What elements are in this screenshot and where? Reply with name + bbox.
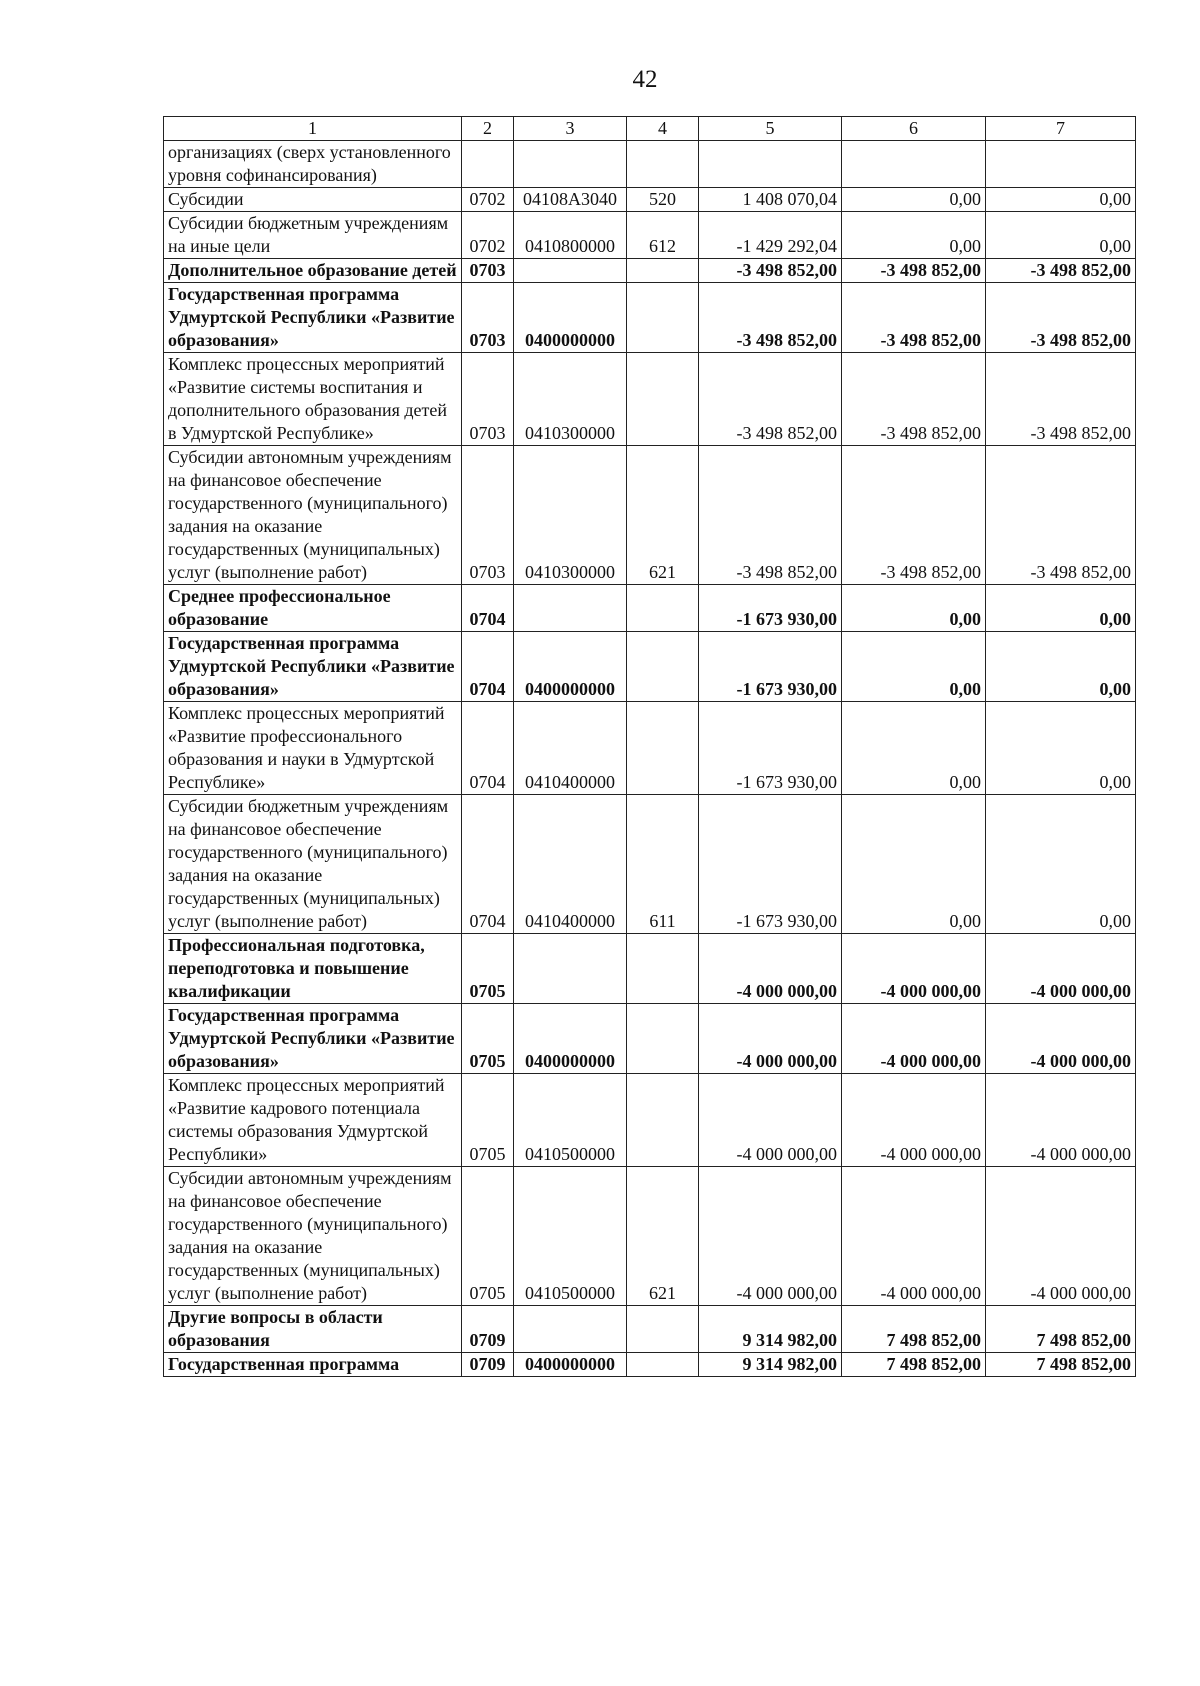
target-article-cell: 0410500000 — [514, 1167, 627, 1306]
page-number: 42 — [632, 66, 658, 93]
section-code-cell: 0705 — [462, 1004, 514, 1074]
amount-cell-col7: 0,00 — [986, 188, 1136, 212]
amount-cell-col5: 9 314 982,00 — [699, 1353, 842, 1377]
target-article-cell — [514, 585, 627, 632]
table-row — [164, 141, 1136, 188]
expense-type-cell — [627, 283, 699, 353]
section-code-cell: 0703 — [462, 259, 514, 283]
section-code-cell: 0702 — [462, 188, 514, 212]
amount-cell-col7: 7 498 852,00 — [986, 1353, 1136, 1377]
table-row — [164, 188, 1136, 212]
amount-cell-col5: -3 498 852,00 — [699, 259, 842, 283]
target-article-cell — [514, 934, 627, 1004]
table-row — [164, 1306, 1136, 1353]
section-code-cell: 0705 — [462, 934, 514, 1004]
section-code-cell: 0703 — [462, 353, 514, 446]
section-code-cell — [462, 141, 514, 188]
target-article-cell — [514, 259, 627, 283]
expense-type-cell — [627, 1353, 699, 1377]
section-code-cell: 0704 — [462, 632, 514, 702]
amount-cell-col7: -4 000 000,00 — [986, 1074, 1136, 1167]
amount-cell-col5: -1 429 292,04 — [699, 212, 842, 259]
table-row — [164, 1004, 1136, 1074]
row-name-cell: Другие вопросы в области образования — [164, 1306, 462, 1353]
expense-type-cell — [627, 141, 699, 188]
table-row — [164, 283, 1136, 353]
expense-type-cell — [627, 259, 699, 283]
amount-cell-col7: 0,00 — [986, 632, 1136, 702]
section-code-cell: 0705 — [462, 1074, 514, 1167]
column-header: 5 — [699, 117, 842, 141]
row-name-cell: Профессиональная подготовка, переподготовка и повышение квалификации — [164, 934, 462, 1004]
budget-table — [163, 116, 1136, 1377]
column-header: 1 — [164, 117, 462, 141]
amount-cell-col7: -3 498 852,00 — [986, 283, 1136, 353]
target-article-cell: 04108A3040 — [514, 188, 627, 212]
expense-type-cell — [627, 632, 699, 702]
amount-cell-col6: -3 498 852,00 — [842, 259, 986, 283]
section-code-cell: 0705 — [462, 1167, 514, 1306]
amount-cell-col5: -4 000 000,00 — [699, 1167, 842, 1306]
amount-cell-col5: -3 498 852,00 — [699, 283, 842, 353]
expense-type-cell: 520 — [627, 188, 699, 212]
row-name-cell: Субсидии автономным учреждениям на финансовое обеспечение государственного (муниципального) задания на оказание государственных (муниципальных) услуг (выполнение работ) — [164, 1167, 462, 1306]
target-article-cell: 0410800000 — [514, 212, 627, 259]
amount-cell-col5: -3 498 852,00 — [699, 353, 842, 446]
target-article-cell: 0400000000 — [514, 1004, 627, 1074]
amount-cell-col6: 7 498 852,00 — [842, 1306, 986, 1353]
expense-type-cell — [627, 1306, 699, 1353]
amount-cell-col7: -4 000 000,00 — [986, 934, 1136, 1004]
target-article-cell — [514, 141, 627, 188]
column-header: 7 — [986, 117, 1136, 141]
column-header: 4 — [627, 117, 699, 141]
table-row — [164, 1167, 1136, 1306]
amount-cell-col7: 0,00 — [986, 585, 1136, 632]
amount-cell-col5: -4 000 000,00 — [699, 1074, 842, 1167]
target-article-cell: 0400000000 — [514, 283, 627, 353]
section-code-cell: 0703 — [462, 283, 514, 353]
target-article-cell: 0410400000 — [514, 795, 627, 934]
amount-cell-col5: -3 498 852,00 — [699, 446, 842, 585]
amount-cell-col7: -3 498 852,00 — [986, 259, 1136, 283]
amount-cell-col6: -4 000 000,00 — [842, 1074, 986, 1167]
amount-cell-col6: 0,00 — [842, 632, 986, 702]
expense-type-cell: 621 — [627, 446, 699, 585]
section-code-cell: 0704 — [462, 702, 514, 795]
row-name-cell: Государственная программа Удмуртской Республики «Развитие образования» — [164, 632, 462, 702]
target-article-cell — [514, 1306, 627, 1353]
table-row — [164, 585, 1136, 632]
table-body — [164, 141, 1136, 1377]
row-name-cell: Дополнительное образование детей — [164, 259, 462, 283]
header-row — [164, 117, 1136, 141]
amount-cell-col6: -3 498 852,00 — [842, 283, 986, 353]
amount-cell-col6: 0,00 — [842, 188, 986, 212]
amount-cell-col6: -4 000 000,00 — [842, 1167, 986, 1306]
target-article-cell: 0400000000 — [514, 632, 627, 702]
target-article-cell: 0410300000 — [514, 353, 627, 446]
row-name-cell: Государственная программа Удмуртской Республики «Развитие образования» — [164, 1004, 462, 1074]
amount-cell-col7: 0,00 — [986, 212, 1136, 259]
amount-cell-col5: 9 314 982,00 — [699, 1306, 842, 1353]
row-name-cell: организациях (сверх установленного уровня софинансирования) — [164, 141, 462, 188]
amount-cell-col7: 0,00 — [986, 795, 1136, 934]
section-code-cell: 0703 — [462, 446, 514, 585]
amount-cell-col5: -1 673 930,00 — [699, 585, 842, 632]
target-article-cell: 0410500000 — [514, 1074, 627, 1167]
amount-cell-col7: 0,00 — [986, 702, 1136, 795]
expense-type-cell — [627, 934, 699, 1004]
table-row — [164, 259, 1136, 283]
column-header: 3 — [514, 117, 627, 141]
amount-cell-col5: -4 000 000,00 — [699, 1004, 842, 1074]
table-row — [164, 1074, 1136, 1167]
section-code-cell: 0709 — [462, 1353, 514, 1377]
amount-cell-col7 — [986, 141, 1136, 188]
expense-type-cell — [627, 1074, 699, 1167]
amount-cell-col7: -4 000 000,00 — [986, 1004, 1136, 1074]
amount-cell-col6: -4 000 000,00 — [842, 1004, 986, 1074]
amount-cell-col5: -1 673 930,00 — [699, 795, 842, 934]
amount-cell-col6: 0,00 — [842, 585, 986, 632]
row-name-cell: Комплекс процессных мероприятий «Развитие системы воспитания и дополнительного образования детей в Удмуртской Республике» — [164, 353, 462, 446]
amount-cell-col7: -3 498 852,00 — [986, 353, 1136, 446]
column-header: 6 — [842, 117, 986, 141]
section-code-cell: 0709 — [462, 1306, 514, 1353]
amount-cell-col6: -3 498 852,00 — [842, 446, 986, 585]
table-row — [164, 353, 1136, 446]
row-name-cell: Государственная программа — [164, 1353, 462, 1377]
section-code-cell: 0704 — [462, 795, 514, 934]
row-name-cell: Субсидии — [164, 188, 462, 212]
expense-type-cell: 612 — [627, 212, 699, 259]
table-row — [164, 632, 1136, 702]
amount-cell-col6: -4 000 000,00 — [842, 934, 986, 1004]
section-code-cell: 0702 — [462, 212, 514, 259]
amount-cell-col6: 0,00 — [842, 212, 986, 259]
section-code-cell: 0704 — [462, 585, 514, 632]
target-article-cell: 0410400000 — [514, 702, 627, 795]
row-name-cell: Субсидии бюджетным учреждениям на финансовое обеспечение государственного (муниципального) задания на оказание государственных (муниципальных) услуг (выполнение работ) — [164, 795, 462, 934]
amount-cell-col5: 1 408 070,04 — [699, 188, 842, 212]
amount-cell-col7: -3 498 852,00 — [986, 446, 1136, 585]
row-name-cell: Комплекс процессных мероприятий «Развитие профессионального образования и науки в Удмуртской Республике» — [164, 702, 462, 795]
amount-cell-col5: -1 673 930,00 — [699, 702, 842, 795]
expense-type-cell: 611 — [627, 795, 699, 934]
expense-type-cell — [627, 702, 699, 795]
amount-cell-col6: 0,00 — [842, 702, 986, 795]
row-name-cell: Субсидии автономным учреждениям на финансовое обеспечение государственного (муниципального) задания на оказание государственных (муниципальных) услуг (выполнение работ) — [164, 446, 462, 585]
amount-cell-col6: -3 498 852,00 — [842, 353, 986, 446]
table-row — [164, 212, 1136, 259]
row-name-cell: Комплекс процессных мероприятий «Развитие кадрового потенциала системы образования Удмуртской Республики» — [164, 1074, 462, 1167]
expense-type-cell: 621 — [627, 1167, 699, 1306]
row-name-cell: Государственная программа Удмуртской Республики «Развитие образования» — [164, 283, 462, 353]
expense-type-cell — [627, 585, 699, 632]
amount-cell-col7: 7 498 852,00 — [986, 1306, 1136, 1353]
amount-cell-col6 — [842, 141, 986, 188]
table-row — [164, 934, 1136, 1004]
target-article-cell: 0400000000 — [514, 1353, 627, 1377]
amount-cell-col7: -4 000 000,00 — [986, 1167, 1136, 1306]
amount-cell-col5: -1 673 930,00 — [699, 632, 842, 702]
amount-cell-col5: -4 000 000,00 — [699, 934, 842, 1004]
table-row — [164, 446, 1136, 585]
target-article-cell: 0410300000 — [514, 446, 627, 585]
amount-cell-col5 — [699, 141, 842, 188]
row-name-cell: Среднее профессиональное образование — [164, 585, 462, 632]
table-row — [164, 795, 1136, 934]
expense-type-cell — [627, 353, 699, 446]
table-row — [164, 702, 1136, 795]
column-header: 2 — [462, 117, 514, 141]
expense-type-cell — [627, 1004, 699, 1074]
row-name-cell: Субсидии бюджетным учреждениям на иные цели — [164, 212, 462, 259]
table-row — [164, 1353, 1136, 1377]
amount-cell-col6: 7 498 852,00 — [842, 1353, 986, 1377]
amount-cell-col6: 0,00 — [842, 795, 986, 934]
